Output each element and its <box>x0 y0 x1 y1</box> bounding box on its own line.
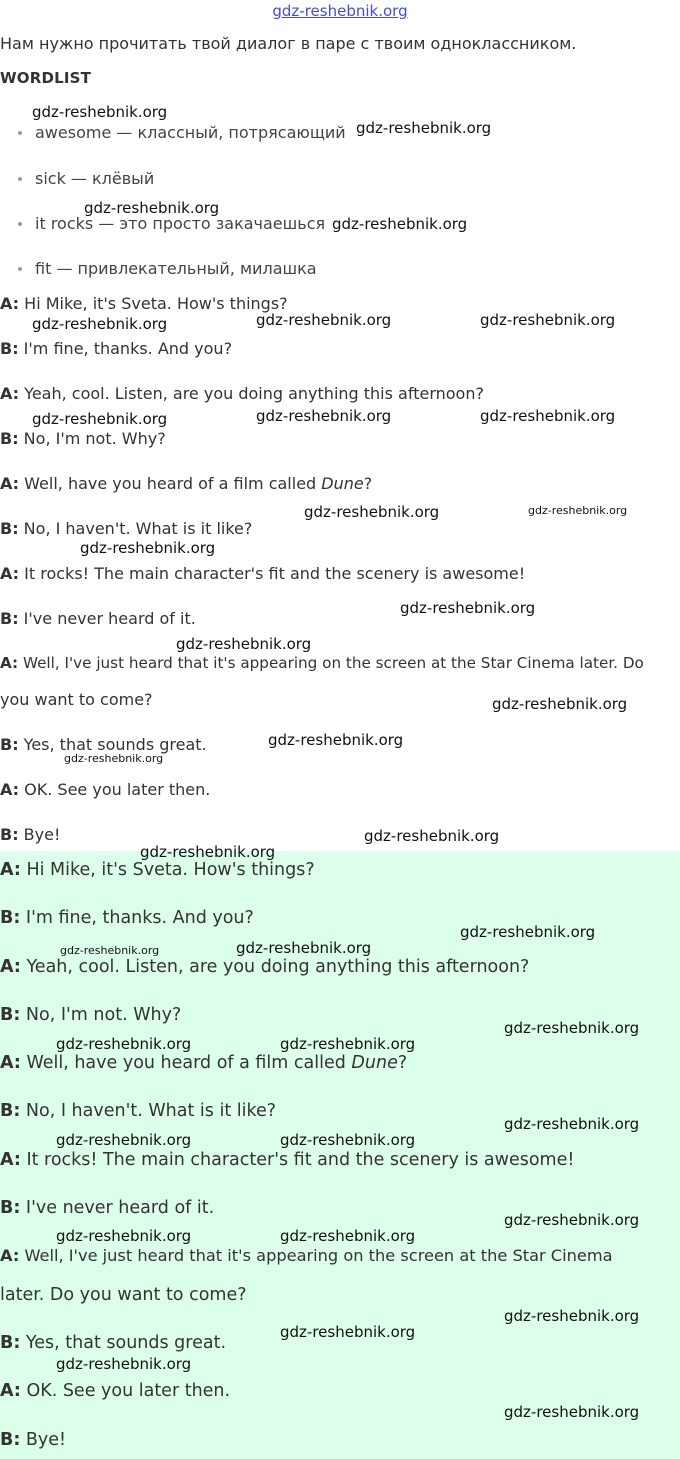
watermark: gdz-reshebnik.org <box>56 1355 192 1373</box>
watermark: gdz-reshebnik.org <box>528 504 628 517</box>
watermark: gdz-reshebnik.org <box>504 1307 640 1325</box>
watermark: gdz-reshebnik.org <box>32 103 168 121</box>
watermark: gdz-reshebnik.org <box>32 410 168 428</box>
watermark: gdz-reshebnik.org <box>504 1211 640 1229</box>
dialogue-line: B: I'm fine, thanks. And you? <box>0 339 233 358</box>
watermark: gdz-reshebnik.org <box>400 599 536 617</box>
watermark: gdz-reshebnik.org <box>56 1227 192 1245</box>
watermark: gdz-reshebnik.org <box>84 199 220 217</box>
dialogue-line: you want to come? <box>0 690 153 709</box>
dialogue-line: A: Yeah, cool. Listen, are you doing anything this afternoon? <box>0 957 530 977</box>
watermark: gdz-reshebnik.org <box>332 215 468 233</box>
dialogue-line: B: I've never heard of it. <box>0 1198 215 1218</box>
wordlist-heading: WORDLIST <box>0 69 92 87</box>
wordlist-item: fit — привлекательный, милашка <box>18 259 317 278</box>
dialogue-line: A: Well, I've just heard that it's appearing on the screen at the Star Cinema <box>0 1246 613 1265</box>
watermark: gdz-reshebnik.org <box>504 1019 640 1037</box>
bullet-icon <box>18 222 22 226</box>
dialogue-line: A: It rocks! The main character's fit and the scenery is awesome! <box>0 564 526 583</box>
dialogue-line: A: Well, have you heard of a film called Dune? <box>0 1053 408 1073</box>
watermark: gdz-reshebnik.org <box>492 695 628 713</box>
watermark: gdz-reshebnik.org <box>32 315 168 333</box>
watermark: gdz-reshebnik.org <box>236 939 372 957</box>
wordlist-item: it rocks — это просто закачаешься <box>18 214 325 233</box>
watermark: gdz-reshebnik.org <box>356 119 492 137</box>
site-link[interactable]: gdz-reshebnik.org <box>272 2 408 20</box>
dialogue-line: B: No, I haven't. What is it like? <box>0 519 253 538</box>
dialogue-line: A: Hi Mike, it's Sveta. How's things? <box>0 860 315 880</box>
watermark: gdz-reshebnik.org <box>56 1035 192 1053</box>
dialogue-line: A: Yeah, cool. Listen, are you doing anything this afternoon? <box>0 384 484 403</box>
watermark: gdz-reshebnik.org <box>60 944 160 957</box>
watermark: gdz-reshebnik.org <box>80 539 216 557</box>
watermark: gdz-reshebnik.org <box>280 1035 416 1053</box>
intro-text: Нам нужно прочитать твой диалог в паре с твоим одноклассником. <box>0 34 577 53</box>
watermark: gdz-reshebnik.org <box>364 827 500 845</box>
watermark: gdz-reshebnik.org <box>268 731 404 749</box>
watermark: gdz-reshebnik.org <box>56 1131 192 1149</box>
dialogue-line: A: Well, I've just heard that it's appearing on the screen at the Star Cinema later. Do <box>0 654 644 672</box>
dialogue-line: B: I'm fine, thanks. And you? <box>0 908 254 928</box>
dialogue-line: A: Hi Mike, it's Sveta. How's things? <box>0 294 288 313</box>
watermark: gdz-reshebnik.org <box>304 503 440 521</box>
dialogue-line: B: No, I'm not. Why? <box>0 1005 182 1025</box>
wordlist-item: sick — клёвый <box>18 169 154 188</box>
watermark: gdz-reshebnik.org <box>176 635 312 653</box>
film-title: Dune <box>321 474 364 493</box>
dialogue-line: A: Well, have you heard of a film called Dune? <box>0 474 373 493</box>
watermark: gdz-reshebnik.org <box>280 1323 416 1341</box>
dialogue-line: A: OK. See you later then. <box>0 780 211 799</box>
watermark: gdz-reshebnik.org <box>256 311 392 329</box>
watermark: gdz-reshebnik.org <box>280 1227 416 1245</box>
film-title: Dune <box>351 1053 398 1073</box>
dialogue-line: later. Do you want to come? <box>0 1285 247 1305</box>
dialogue-line: B: Bye! <box>0 825 61 844</box>
watermark: gdz-reshebnik.org <box>280 1131 416 1149</box>
dialogue-line: B: Yes, that sounds great. <box>0 735 207 754</box>
watermark: gdz-reshebnik.org <box>460 923 596 941</box>
dialogue-line: B: I've never heard of it. <box>0 609 196 628</box>
bullet-icon <box>18 267 22 271</box>
watermark: gdz-reshebnik.org <box>504 1403 640 1421</box>
wordlist-item: awesome — классный, потрясающий <box>18 123 346 142</box>
bullet-icon <box>18 177 22 181</box>
dialogue-line: B: Bye! <box>0 1430 67 1450</box>
bullet-icon <box>18 131 22 135</box>
watermark: gdz-reshebnik.org <box>504 1115 640 1133</box>
watermark: gdz-reshebnik.org <box>140 843 276 861</box>
dialogue-line: A: OK. See you later then. <box>0 1381 231 1401</box>
dialogue-line: A: It rocks! The main character's fit and the scenery is awesome! <box>0 1150 575 1170</box>
watermark: gdz-reshebnik.org <box>256 407 392 425</box>
dialogue-line: B: No, I haven't. What is it like? <box>0 1101 277 1121</box>
watermark: gdz-reshebnik.org <box>64 752 164 765</box>
dialogue-line: B: No, I'm not. Why? <box>0 429 166 448</box>
dialogue-line: B: Yes, that sounds great. <box>0 1333 227 1353</box>
watermark: gdz-reshebnik.org <box>480 407 616 425</box>
watermark: gdz-reshebnik.org <box>480 311 616 329</box>
